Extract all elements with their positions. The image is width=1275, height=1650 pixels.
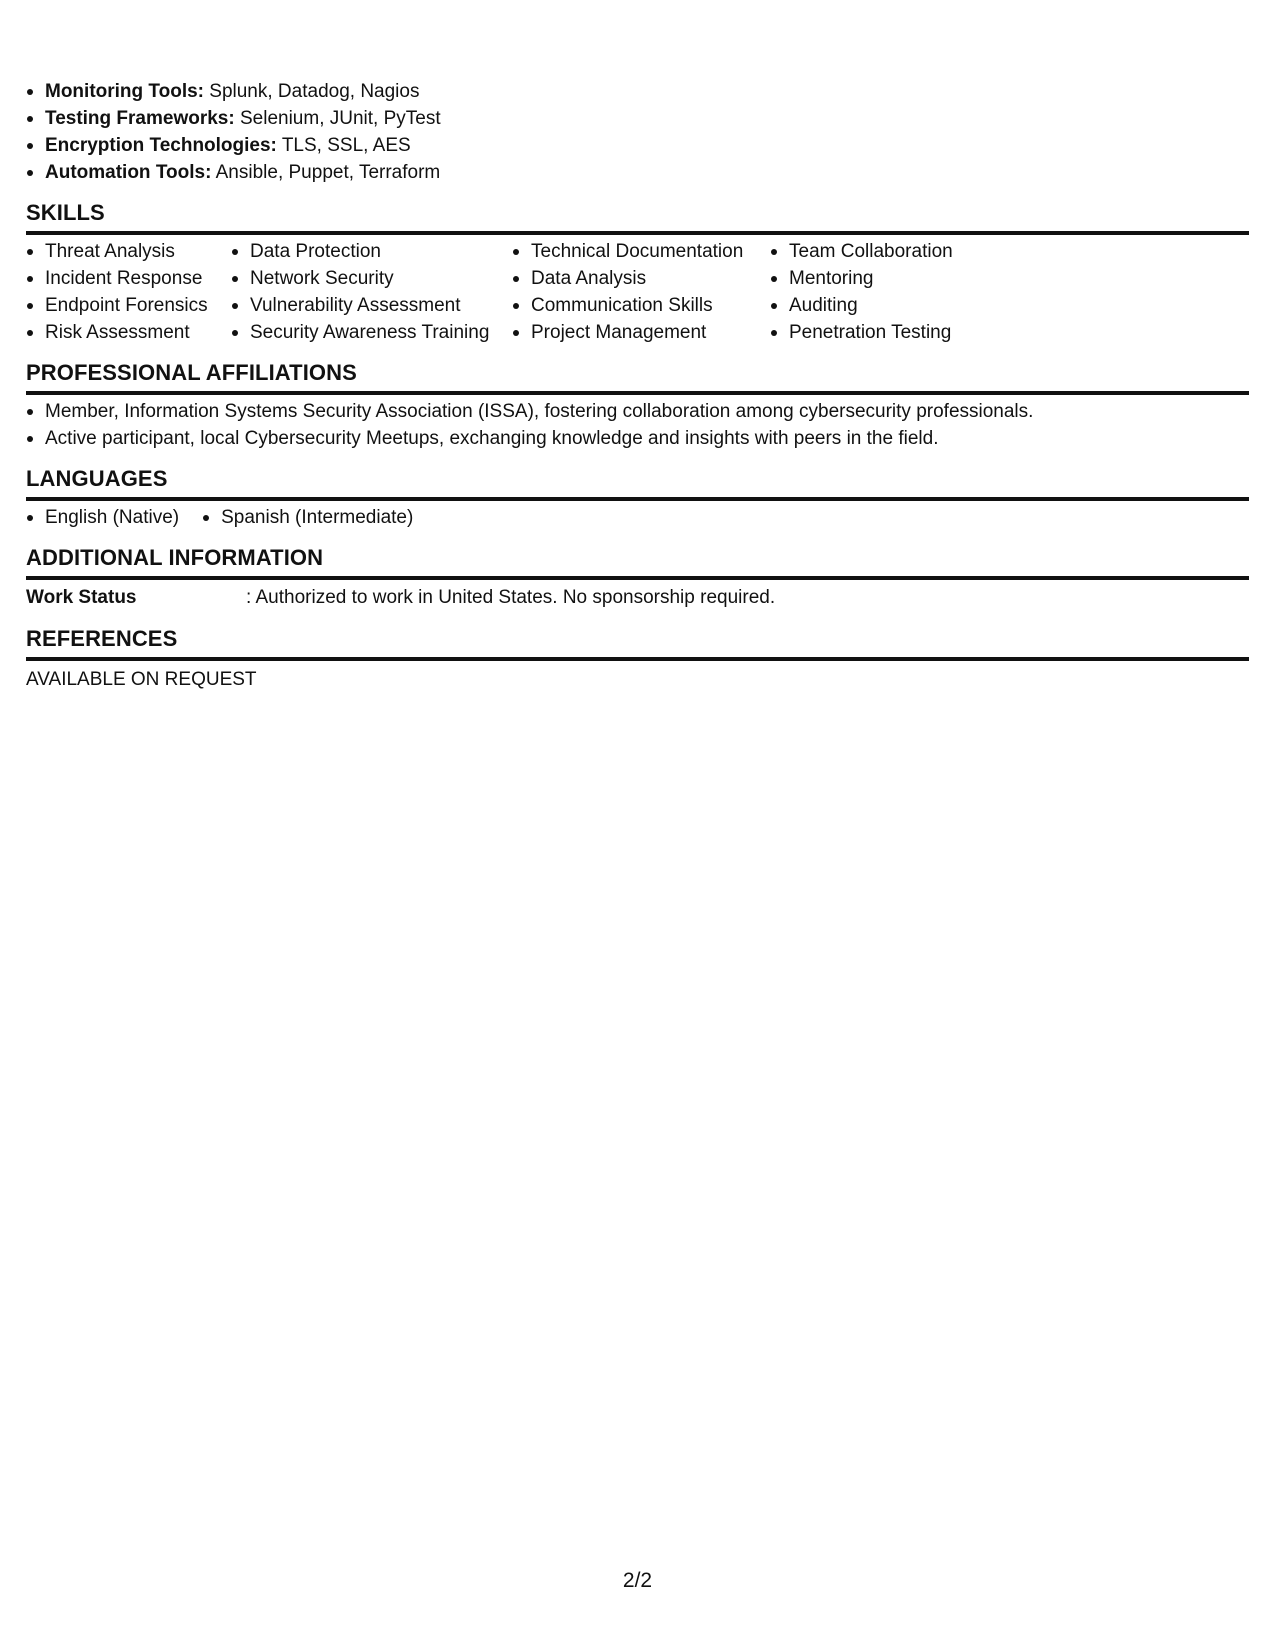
skill-item: Incident Response: [26, 265, 208, 292]
skill-item: Endpoint Forensics: [26, 292, 208, 319]
tools-item-value: Selenium, JUnit, PyTest: [234, 108, 441, 129]
skill-item: Data Protection: [231, 238, 489, 265]
references-heading: REFERENCES: [26, 626, 1249, 661]
tools-item-encryption: [26, 132, 1249, 159]
skills-column-3: [512, 238, 743, 346]
work-status-row: [26, 583, 1249, 612]
skills-section: [26, 200, 1249, 346]
references-text: AVAILABLE ON REQUEST: [26, 669, 257, 690]
skill-item: Security Awareness Training: [231, 319, 489, 346]
additional-info-section: [26, 545, 1249, 612]
skills-column-2: [231, 238, 489, 346]
tools-item-label: Testing Frameworks:: [45, 108, 235, 129]
tools-item-value: Ansible, Puppet, Terraform: [211, 162, 441, 183]
affiliations-list: [26, 398, 1249, 452]
skill-item: Project Management: [512, 319, 743, 346]
additional-info-heading: ADDITIONAL INFORMATION: [26, 545, 1249, 580]
work-status-label: Work Status: [26, 587, 137, 608]
languages-section: [26, 466, 1249, 531]
tools-item-value: TLS, SSL, AES: [276, 135, 411, 156]
skill-item: Auditing: [770, 292, 953, 319]
affiliations-section: [26, 360, 1249, 452]
skill-item: Threat Analysis: [26, 238, 208, 265]
skills-grid: [26, 238, 1249, 346]
language-item: Spanish (Intermediate): [202, 504, 413, 531]
affiliation-item: Active participant, local Cybersecurity Meetups, exchanging knowledge and insights with peers in the field.: [26, 425, 1249, 452]
skills-column-1: [26, 238, 208, 346]
language-item: English (Native): [26, 504, 179, 531]
skill-item: Communication Skills: [512, 292, 743, 319]
tools-list: [26, 78, 1249, 186]
tools-item-label: Encryption Technologies:: [45, 135, 277, 156]
languages-list: [26, 504, 1249, 531]
tools-item-monitoring: [26, 78, 1249, 105]
resume-page: [26, 78, 1249, 695]
affiliation-item: Member, Information Systems Security Association (ISSA), fostering collaboration among cybersecurity professionals.: [26, 398, 1249, 425]
skill-item: Vulnerability Assessment: [231, 292, 489, 319]
skill-item: Risk Assessment: [26, 319, 208, 346]
tools-item-label: Automation Tools:: [45, 162, 212, 183]
affiliations-heading: PROFESSIONAL AFFILIATIONS: [26, 360, 1249, 395]
skill-item: Mentoring: [770, 265, 953, 292]
work-status-value: : Authorized to work in United States. No sponsorship required.: [246, 587, 776, 608]
tools-item-testing: [26, 105, 1249, 132]
skills-heading: SKILLS: [26, 200, 1249, 235]
languages-heading: LANGUAGES: [26, 466, 1249, 501]
skill-item: Technical Documentation: [512, 238, 743, 265]
skill-item: Team Collaboration: [770, 238, 953, 265]
references-section: [26, 626, 1249, 695]
tools-item-value: Splunk, Datadog, Nagios: [204, 81, 420, 102]
page-number: 2/2: [622, 1569, 653, 1592]
tools-item-automation: [26, 159, 1249, 186]
skills-column-4: [770, 238, 953, 346]
tools-item-label: Monitoring Tools:: [45, 81, 204, 102]
skill-item: Data Analysis: [512, 265, 743, 292]
skill-item: Penetration Testing: [770, 319, 953, 346]
skill-item: Network Security: [231, 265, 489, 292]
